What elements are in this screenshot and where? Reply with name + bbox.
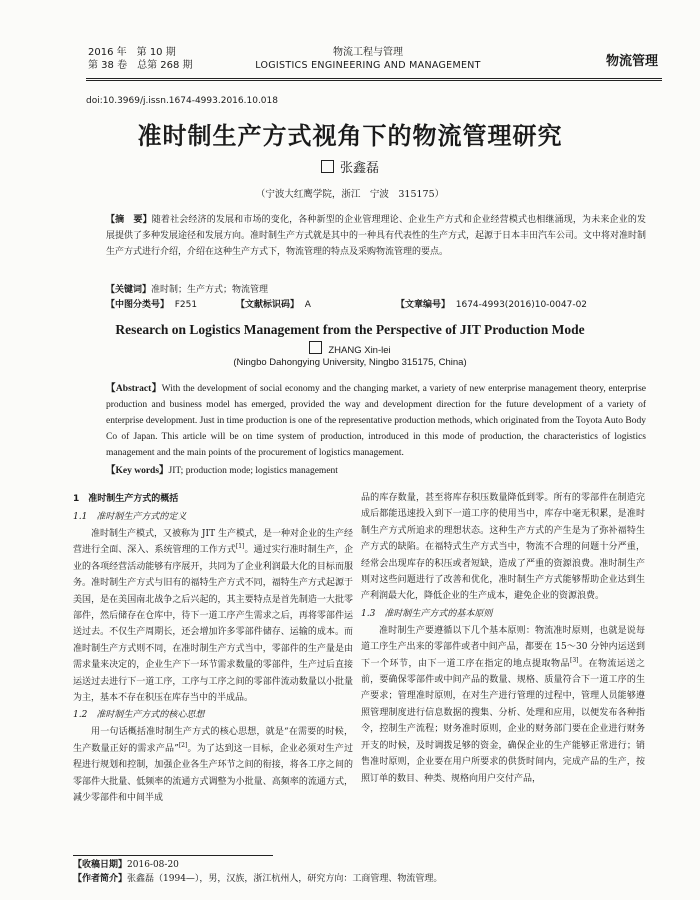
keywords-cn xyxy=(106,282,268,295)
received-date xyxy=(73,858,442,872)
article-id-label: 【文章编号】 xyxy=(396,300,451,310)
author-en-name: ZHANG Xin-lei xyxy=(328,345,391,356)
received-label: 【收稿日期】 xyxy=(73,860,128,870)
body-column-right xyxy=(361,490,645,787)
journal-name-cn: 物流工程与管理 xyxy=(333,47,403,58)
article-id-value: 1674-4993(2016)10-0047-02 xyxy=(455,300,588,310)
received-value: 2016-08-20 xyxy=(127,860,179,870)
doc-code-field xyxy=(236,297,311,310)
abstract-en-label: 【Abstract】 xyxy=(106,384,162,394)
doc-code-value: A xyxy=(304,300,311,310)
keywords-cn-text: 准时制；生产方式；物流管理 xyxy=(151,285,269,295)
volume: 第 38 卷 xyxy=(88,60,128,71)
subsection-heading-1-2: 1.2 准时制生产方式的核心思想 xyxy=(73,710,205,721)
total-issue: 总第 268 期 xyxy=(137,60,193,71)
author-bio-text: 张鑫磊（1994—），男，汉族，浙江杭州人，研究方向：工商管理、物流管理。 xyxy=(127,874,443,884)
keywords-cn-label: 【关键词】 xyxy=(106,285,152,295)
affiliation-en: (Ningbo Dahongying University, Ningbo 315175, China) xyxy=(233,357,467,368)
paragraph-3: 品的库存数量，甚至将库存积压数量降低到零。所有的零部件在制造完成后都能迅速投入到下一道工序的使用当中，库存中毫无积累，是准时制生产方式所追求的理想状态。这种生产方式的产生是为了弥补福特生产方式的缺陷。在福特式生产方式当中，物流不合理的问题十分严重，经常会出现库存的积压或者短缺，造成了严重的资源浪费。准时制生产则对这些问题进行了改善和优化，准时制生产方式能够帮助企业达到生产利润最大化，降低企业的生产成本，避免企业的资源浪费。 xyxy=(361,493,645,602)
author-bio-label: 【作者简介】 xyxy=(73,874,128,884)
author-bio xyxy=(73,872,442,886)
footnote xyxy=(73,858,442,886)
year: 2016 年 xyxy=(88,47,127,58)
author-en-box-icon xyxy=(309,341,322,354)
clc-value: F251 xyxy=(174,300,198,310)
affiliation-cn: （宁波大红鹰学院，浙江 宁波 315175） xyxy=(255,189,445,200)
issue-info xyxy=(88,46,203,72)
subsection-heading-1-3: 1.3 准时制生产方式的基本原则 xyxy=(361,608,493,619)
doc-code-label: 【文献标识码】 xyxy=(236,300,300,310)
subsection-heading-1-1: 1.1 准时制生产方式的定义 xyxy=(73,512,187,522)
abstract-en-text: With the development of social economy and the changing market, a variety of new enterprise management theory, enterprise production and business model has emerged, provided the way and development direction for the future development of a variety of enterprise development. Just in time production is one of the representative production methods, which originated from the Toyota Auto Body Co of Japan. This article will be on time system of production, introduced in this mode of production, the characteristics of logistics management and the main points of the procurement of logistics management. xyxy=(106,384,646,458)
title-en: Research on Logistics Management from the Perspective of JIT Production Mode xyxy=(115,322,585,337)
issue: 第 10 期 xyxy=(136,47,176,58)
author-en xyxy=(0,341,700,356)
paragraph-4: 准时制生产要遵循以下几个基本原则：物流准时原则，也就是说每道工序生产出来的零部件或者中间产品，都要在 15～30 分钟内运送到下一个环节，由下一道工序在指定的地点提取物品[3]。在物流运送之前，要确保零部件或中间产品的数量、规格、质量符合下一道工序的生产要求；管理准时原则，在对生产进行管理的过程中，管理人员能够遵照管理制度进行信息数据的搜集、分析、处理和应用，以便发布各种指令，控制生产流程；财务准时原则，企业的财务部门要在企业进行财务开支的时候，及时调拨足够的资金，确保企业的生产能够正常进行；销售准时原则，企业要在用户所要求的供货时间内，完成产品的生产，按照订单的数目、种类、规格向用户交付产品， xyxy=(361,625,645,784)
body-column-left xyxy=(73,490,353,807)
header-rule xyxy=(86,78,662,79)
title-cn: 准时制生产方式视角下的物流管理研究 xyxy=(137,122,563,150)
abstract-en xyxy=(106,381,646,461)
keywords-en-text: JIT; production mode; logistics management xyxy=(168,466,338,476)
article-id-field xyxy=(396,297,587,310)
header-rule-thin xyxy=(86,80,662,81)
paragraph-2: 用一句话概括准时制生产方式的核心思想，就是“在需要的时候，生产数量正好的需求产品”[2]。为了达到这一目标，企业必须对生产过程进行规划和控制，加强企业各生产环节之间的衔接，将各工序之间的零部件大批量、低频率的流通方式调整为小批量、高频率的流通方式，减少零部件和中间半成 xyxy=(73,727,353,804)
author-box-icon xyxy=(321,160,334,173)
abstract-cn-label: 【摘 要】 xyxy=(106,215,152,225)
paragraph-1: 准时制生产模式，又被称为 JIT 生产模式，是一种对企业的生产经营进行全面、深入、系统管理的工作方式[1]。通过实行准时制生产，企业的各项经营活动能够有序展开，共同为了企业利润最大化的目标而服务。准时制生产方式与旧有的福特生产方式不同，福特生产方式起源于美国，是在美国南北战争之后兴起的，其主要特点是首先制造一大批零部件，然后储存在仓库中，待下一道工序产生需求之后，再将零部件运送过去。不仅生产周期长，还会增加许多零部件储存、运输的成本。而准时制生产方式则不同，在准时制生产方式当中，零部件的生产量是由需求量来决定的，企业生产下一环节需求数量的零部件，生产过后直接运送过去进行下一道工序，工序与工序之间的零部件流动数量以小批量为主，基本不存在积压在库存当中的半成品。 xyxy=(73,529,353,704)
keywords-en xyxy=(106,462,338,476)
abstract-cn xyxy=(106,212,646,260)
clc-field xyxy=(106,297,197,310)
keywords-en-label: 【Key words】 xyxy=(106,466,169,476)
section-heading-1: 1 准时制生产方式的概括 xyxy=(73,494,179,504)
clc-label: 【中图分类号】 xyxy=(106,300,170,310)
journal-name xyxy=(228,46,508,72)
doi: doi:10.3969/j.issn.1674-4993.2016.10.018 xyxy=(86,96,278,106)
journal-name-en: LOGISTICS ENGINEERING AND MANAGEMENT xyxy=(255,60,481,71)
author-cn-name: 张鑫磊 xyxy=(339,161,379,176)
abstract-cn-text: 随着社会经济的发展和市场的变化，各种新型的企业管理理论、企业生产方式和企业经营模式也相继涌现，为未来企业的发展提供了多种发展途径和发展方向。准时制生产方式就是其中的一种具有代表性的生产方式，起源于日本丰田汽车公司。文中将对准时制生产方式进行介绍，介绍在这种生产方式下，物流管理的特点及采购物流管理的要点。 xyxy=(106,215,647,257)
footnote-rule xyxy=(73,855,273,856)
section-name: 物流管理 xyxy=(605,54,658,69)
author-cn xyxy=(0,157,700,176)
running-head xyxy=(88,44,658,78)
